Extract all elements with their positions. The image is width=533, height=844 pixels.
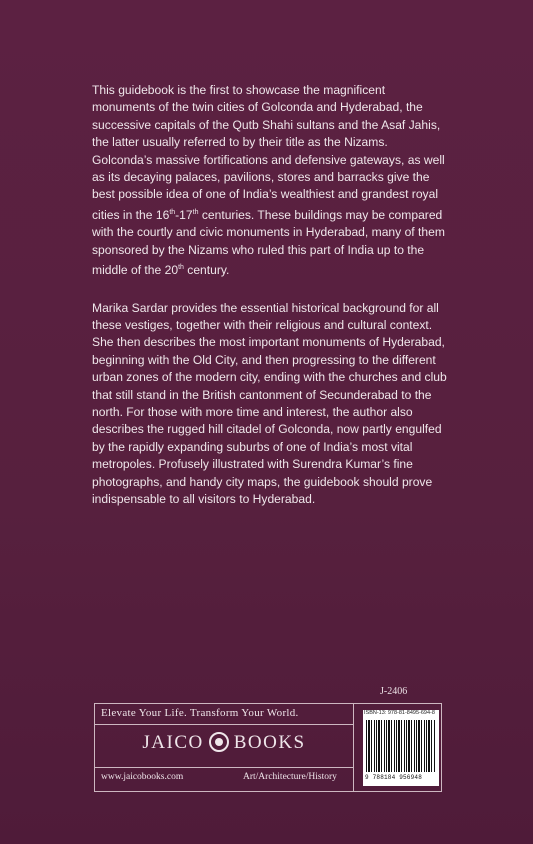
- superscript-th: th: [192, 208, 199, 216]
- publisher-box: [94, 703, 442, 792]
- blurb-p1-text-c: centuries. These buildings may be compared with the courtly and civic monuments in Hyderabad, many of them sponsored by the Nizams who ruled this part of India up to the middle of the 20: [92, 207, 445, 278]
- publisher-website: www.jaicobooks.com: [101, 772, 184, 782]
- superscript-th: th: [169, 208, 176, 216]
- superscript-th: th: [178, 264, 184, 272]
- barcode-digits: 9 788184 956948: [365, 774, 423, 781]
- blurb-paragraph-1: [92, 82, 450, 280]
- publisher-logo: [95, 732, 353, 754]
- publisher-tagline: Elevate Your Life. Transform Your World.: [101, 707, 299, 719]
- catalog-code: J-2406: [380, 686, 408, 697]
- blurb-p1-text-d: century.: [183, 263, 230, 278]
- divider: [95, 767, 353, 768]
- divider: [353, 704, 354, 791]
- logo-word-right: BOOKS: [233, 732, 306, 753]
- book-category: Art/Architecture/History: [243, 772, 337, 782]
- divider: [95, 724, 353, 725]
- blurb-p1-text-b: -17: [175, 207, 193, 222]
- blurb-p1-text-a: This guidebook is the first to showcase the magnificent monuments of the twin cities of Golconda and Hyderabad, the successive capitals of the Qutb Shahi sultans and the Asaf Jahis, the latter usually referred to by their title as the Nizams. Golconda’s massive fortifications and defensive gateways, as well as its decaying palaces, pavilions, stores and barracks give the best possible idea of one of India’s wealthiest and grandest royal cities in the 16: [92, 83, 445, 222]
- blurb-paragraph-2: Marika Sardar provides the essential historical background for all these vestiges, together with their religious and cultural context. She then describes the most important monuments of Hyderabad, beginning with the Old City, and then progressing to the different urban zones of the modern city, ending with the churches and club that still stand in the British cantonment of Secunderabad to the north. For those with more time and interest, the author also describes the rugged hill citadel of Golconda, now partly engulfed by the rapidly expanding suburbs of one of India’s most vital metropoles. Profusely illustrated with Surendra Kumar’s fine photographs, and handy city maps, the guidebook should prove indispensable to all visitors to Hyderabad.: [92, 300, 447, 506]
- blurb: [92, 82, 450, 528]
- logo-word-left: JAICO: [142, 732, 204, 753]
- isbn-label: ISBN-13: 978-81-8495-694-8: [364, 710, 435, 716]
- logo-sun-icon: [209, 732, 229, 752]
- barcode-bars-icon: [366, 720, 436, 772]
- barcode: [363, 710, 439, 786]
